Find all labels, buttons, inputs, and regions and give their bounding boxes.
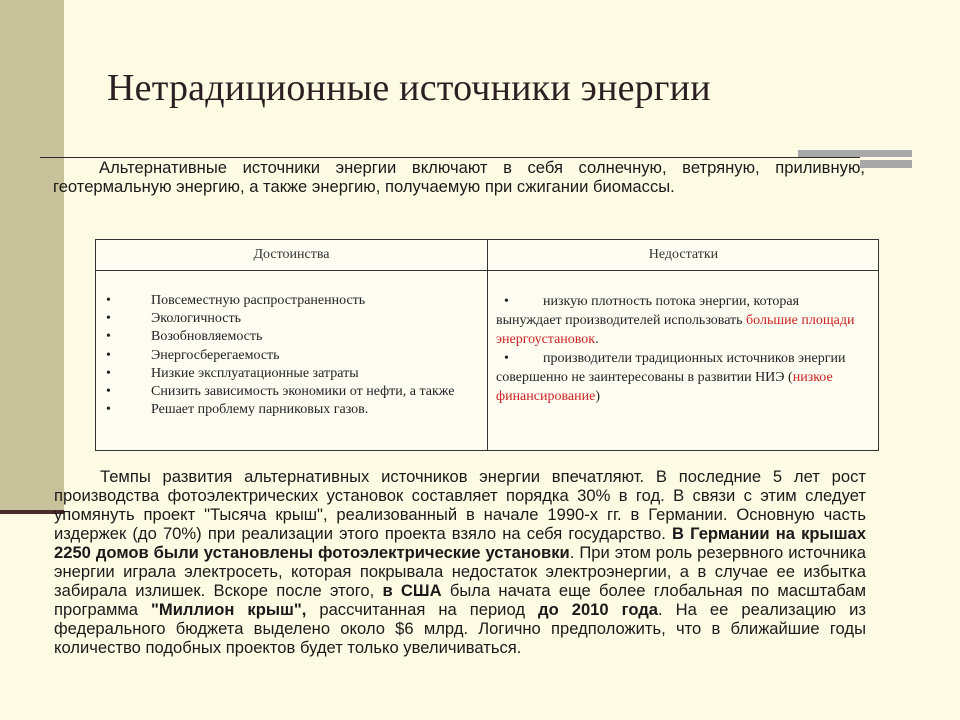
list-item: • производители традиционных источников энергии совершенно не заинтересованы в развитии НИЭ (низкое финансирование) — [496, 351, 846, 404]
list-item: • Низкие эксплуатационные затраты — [96, 365, 476, 383]
main-paragraph: Темпы развития альтернативных источников энергии впечатляют. В последние 5 лет рост производства фотоэлектрических установок составляет порядка 30% в год. В связи с этим следует упомянуть проект "Тысяча крыш", реализованный в начале 1990-х гг. в Германии. Основную часть издержек (до 70%) при реализации этого проекта взяло на себя государство. В Германии на крышах 2250 домов были установлены фотоэлектрические установки. При этом роль резервного источника энергии играла электросеть, которая покрывала недостаток электроэнергии, а в случае ее избытка забирала излишек. Вскоре после этого, в США была начата еще более глобальная по масштабам программа "Миллион крыш", рассчитанная на период до 2010 года. На ее реализацию из федерального бюджета выделено около $6 млрд. Логично предположить, что в ближайшие годы количество подобных проектов будет только увеличиваться. — [54, 467, 866, 657]
slide-title: Нетрадиционные источники энергии — [107, 67, 711, 109]
bullet-icon: • — [504, 351, 509, 366]
table-header-divider — [96, 270, 878, 271]
highlight-text: большие площади энергоустановок — [496, 313, 855, 347]
list-item: • Снизить зависимость экономики от нефти, а также — [96, 383, 476, 401]
pros-list — [96, 292, 476, 419]
bold-text: В Германии на крышах 2250 домов были установлены фотоэлектрические установки — [54, 524, 866, 562]
bold-text: в США — [382, 581, 442, 600]
bullet-icon: • — [106, 347, 111, 363]
intro-paragraph: Альтернативные источники энергии включают в себя солнечную, ветряную, приливную, геотермальную энергию, а также энергию, получаемую при сжигании биомассы. — [53, 158, 865, 196]
list-item: • низкую плотность потока энергии, которая вынуждает производителей использовать большие площади энергоустановок. — [496, 294, 855, 347]
bullet-icon: • — [106, 365, 111, 381]
list-item: • Экологичность — [96, 310, 476, 328]
bold-text: "Миллион крыш", — [151, 600, 307, 619]
bullet-icon: • — [106, 293, 111, 308]
bullet-icon: • — [106, 402, 111, 418]
pros-cons-table — [95, 239, 879, 451]
title-rule-accent-2 — [860, 160, 912, 168]
bullet-icon: • — [106, 311, 111, 327]
bullet-icon: • — [504, 294, 509, 309]
title-rule-accent — [798, 150, 912, 157]
table-column-divider — [487, 240, 488, 450]
cons-header: Недостатки — [648, 247, 719, 262]
bullet-icon: • — [106, 384, 111, 400]
bold-text: до 2010 года — [538, 600, 659, 619]
list-item: • Энергосберегаемость — [96, 347, 476, 365]
cons-list — [496, 292, 860, 406]
list-item: • Повсеместную распространенность — [96, 292, 476, 310]
left-accent-bar — [0, 0, 64, 510]
list-item: • Возобновляемость — [96, 328, 476, 346]
bullet-icon: • — [106, 329, 111, 345]
highlight-text: низкое финансирование — [496, 370, 833, 404]
list-item: • Решает проблему парниковых газов. — [96, 401, 476, 419]
pros-header: Достоинства — [253, 247, 330, 262]
